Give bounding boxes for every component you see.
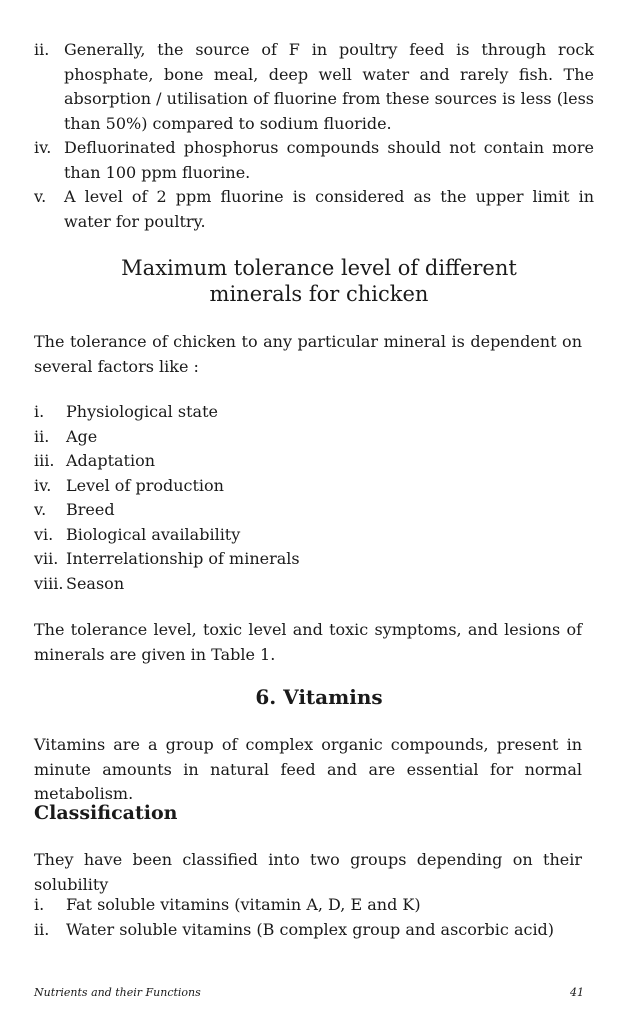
list-item-number: vii.: [34, 549, 59, 568]
footer-page-number: 41: [570, 986, 584, 999]
classification-list: [34, 893, 582, 942]
list-item-number: vi.: [34, 524, 54, 544]
fluorine-notes-list: [34, 38, 594, 234]
list-item-text: Breed: [66, 500, 115, 519]
list-item-number: iv.: [34, 138, 52, 157]
list-item: [34, 498, 582, 523]
vitamins-intro: Vitamins are a group of complex organic compounds, present in minute amounts in natural feed and are essential for normal metabolism.: [34, 735, 582, 803]
list-item: [34, 474, 582, 499]
list-item-number: viii.: [34, 573, 64, 593]
list-item-number: v.: [34, 187, 47, 206]
tolerance-heading-line1: Maximum tolerance level of different: [121, 256, 517, 280]
tolerance-heading-line2: minerals for chicken: [209, 282, 429, 306]
tolerance-intro: The tolerance of chicken to any particular mineral is dependent on several factors like :: [34, 332, 582, 376]
list-item: [34, 547, 582, 572]
list-item-text: Water soluble vitamins (B complex group and ascorbic acid): [66, 919, 555, 939]
list-item-number: iv.: [34, 475, 52, 495]
classification-heading: Classification: [34, 802, 178, 824]
list-item-text: Generally, the source of F in poultry feed is through rock phosphate, bone meal, deep well water and rarely fish. The absorption / utilisation of fluorine from these sources is less (less than 50%) compared to sodium fluoride.: [64, 40, 594, 133]
list-item-text: Level of production: [66, 475, 224, 495]
list-item-text: Age: [66, 426, 98, 446]
list-item-number: ii.: [34, 919, 50, 939]
list-item-number: iii.: [34, 451, 55, 470]
table-reference: The tolerance level, toxic level and toxic symptoms, and lesions of minerals are given in Table 1.: [34, 620, 582, 664]
list-item: [34, 185, 594, 234]
list-item-text: Fat soluble vitamins (vitamin A, D, E and K): [66, 895, 421, 914]
list-item: [34, 572, 582, 597]
list-item-text: Biological availability: [66, 524, 241, 544]
list-item: [34, 425, 582, 450]
list-item-text: Defluorinated phosphorus compounds should not contain more than 100 ppm fluorine.: [64, 138, 594, 182]
list-item: [34, 136, 594, 185]
list-item-number: i.: [34, 895, 45, 914]
tolerance-heading: [0, 255, 638, 307]
list-item-number: v.: [34, 500, 47, 519]
list-item-number: i.: [34, 402, 45, 421]
list-item-text: Adaptation: [66, 451, 156, 470]
list-item-text: A level of 2 ppm fluorine is considered as the upper limit in water for poultry.: [64, 187, 594, 231]
list-item: [34, 38, 594, 136]
list-item-text: Interrelationship of minerals: [66, 549, 300, 568]
list-item-number: ii.: [34, 40, 50, 59]
list-item: [34, 523, 582, 548]
list-item-number: ii.: [34, 426, 50, 446]
list-item-text: Physiological state: [66, 402, 218, 421]
footer-book-title: Nutrients and their Functions: [34, 986, 201, 999]
list-item: [34, 400, 582, 425]
factors-list: [34, 400, 582, 596]
list-item: [34, 893, 582, 918]
list-item: [34, 918, 582, 943]
classification-intro: They have been classified into two groups depending on their solubility: [34, 850, 582, 894]
list-item-text: Season: [66, 573, 125, 593]
list-item: [34, 449, 582, 474]
vitamins-heading: 6. Vitamins: [255, 685, 383, 709]
